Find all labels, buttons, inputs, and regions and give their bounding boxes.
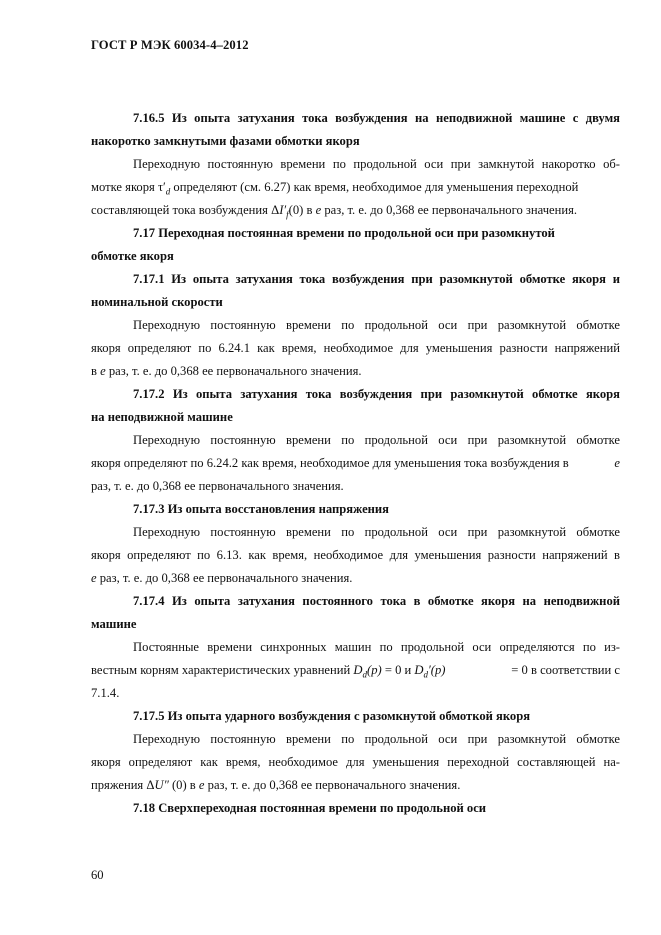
document-header: ГОСТ Р МЭК 60034-4–2012 (91, 38, 249, 52)
section-heading-7-17-1-cont: номинальной скорости (91, 295, 223, 309)
section-heading-7-16-5: 7.16.5 Из опыта затухания тока возбуждения на неподвижной машине с двумя (133, 111, 620, 125)
section-heading-7-17-4-cont: машине (91, 617, 137, 631)
paragraph-line: в e раз, т. е. до 0,368 ее первоначального значения. (91, 364, 362, 378)
section-heading-7-16-5-cont: накоротко замкнутыми фазами обмотки якоря (91, 134, 360, 148)
paragraph-line: якоря определяют по 6.13. как время, необходимое для уменьшения разности напряжений в (91, 548, 620, 562)
section-heading-7-17: 7.17 Переходная постоянная времени по продольной оси при разомкнутой (133, 226, 555, 240)
section-heading-7-17-2: 7.17.2 Из опыта затухания тока возбуждения при разомкнутой обмотке якоря (133, 387, 620, 401)
paragraph-line: Постоянные времени синхронных машин по продольной оси определяются по из- (133, 640, 620, 654)
paragraph-line: якоря определяют как время, необходимое для уменьшения переходной составляющей на- (91, 755, 620, 769)
paragraph-line: составляющей тока возбуждения $\Delta I'_f(0)$ в e раз, т. е. до 0,368 ее первоначального значения. (91, 203, 578, 220)
paragraph-line: мотке якоря $\tau'_d$ определяют (см. 6.27) как время, необходимое для уменьшения переходной (91, 180, 579, 197)
paragraph-line: якоря определяют по 6.24.1 как время, необходимое для уменьшения разности напряжений (91, 341, 620, 355)
paragraph-line: вестным корням характеристических уравнений $D_d(p) = 0$ и $D_d'(p)$ = 0 в соответствии с (91, 663, 620, 680)
paragraph-line: раз, т. е. до 0,368 ее первоначального значения. (91, 479, 344, 493)
paragraph-line: 7.1.4. (91, 686, 120, 700)
paragraph-line: якоря определяют по 6.24.2 как время, необходимое для уменьшения тока возбуждения в e (91, 456, 620, 470)
page-number: 60 (91, 868, 104, 882)
paragraph-line: e раз, т. е. до 0,368 ее первоначального значения. (91, 571, 353, 585)
section-heading-7-17-3: 7.17.3 Из опыта восстановления напряжения (133, 502, 389, 516)
paragraph-line: Переходную постоянную времени по продольной оси при разомкнутой обмотке (133, 525, 620, 539)
paragraph-line: пряжения ΔU″ (0) в e раз, т. е. до 0,368 ее первоначального значения. (91, 778, 461, 792)
section-heading-7-18: 7.18 Сверхпереходная постоянная времени по продольной оси (133, 801, 487, 815)
section-heading-7-17-1: 7.17.1 Из опыта затухания тока возбуждения при разомкнутой обмотке якоря и (133, 272, 620, 286)
section-heading-7-17-cont: обмотке якоря (91, 249, 174, 263)
paragraph-line: Переходную постоянную времени по продольной оси при разомкнутой обмотке (133, 318, 620, 332)
section-heading-7-17-2-cont: на неподвижной машине (91, 410, 233, 424)
paragraph-line: Переходную постоянную времени по продольной оси при разомкнутой обмотке (133, 433, 620, 447)
paragraph-line: Переходную постоянную времени по продольной оси при замкнутой накоротко об- (133, 157, 620, 171)
section-heading-7-17-5: 7.17.5 Из опыта ударного возбуждения с разомкнутой обмоткой якоря (133, 709, 531, 723)
section-heading-7-17-4: 7.17.4 Из опыта затухания постоянного тока в обмотке якоря на неподвижной (133, 594, 620, 608)
paragraph-line: Переходную постоянную времени по продольной оси при разомкнутой обмотке (133, 732, 620, 746)
